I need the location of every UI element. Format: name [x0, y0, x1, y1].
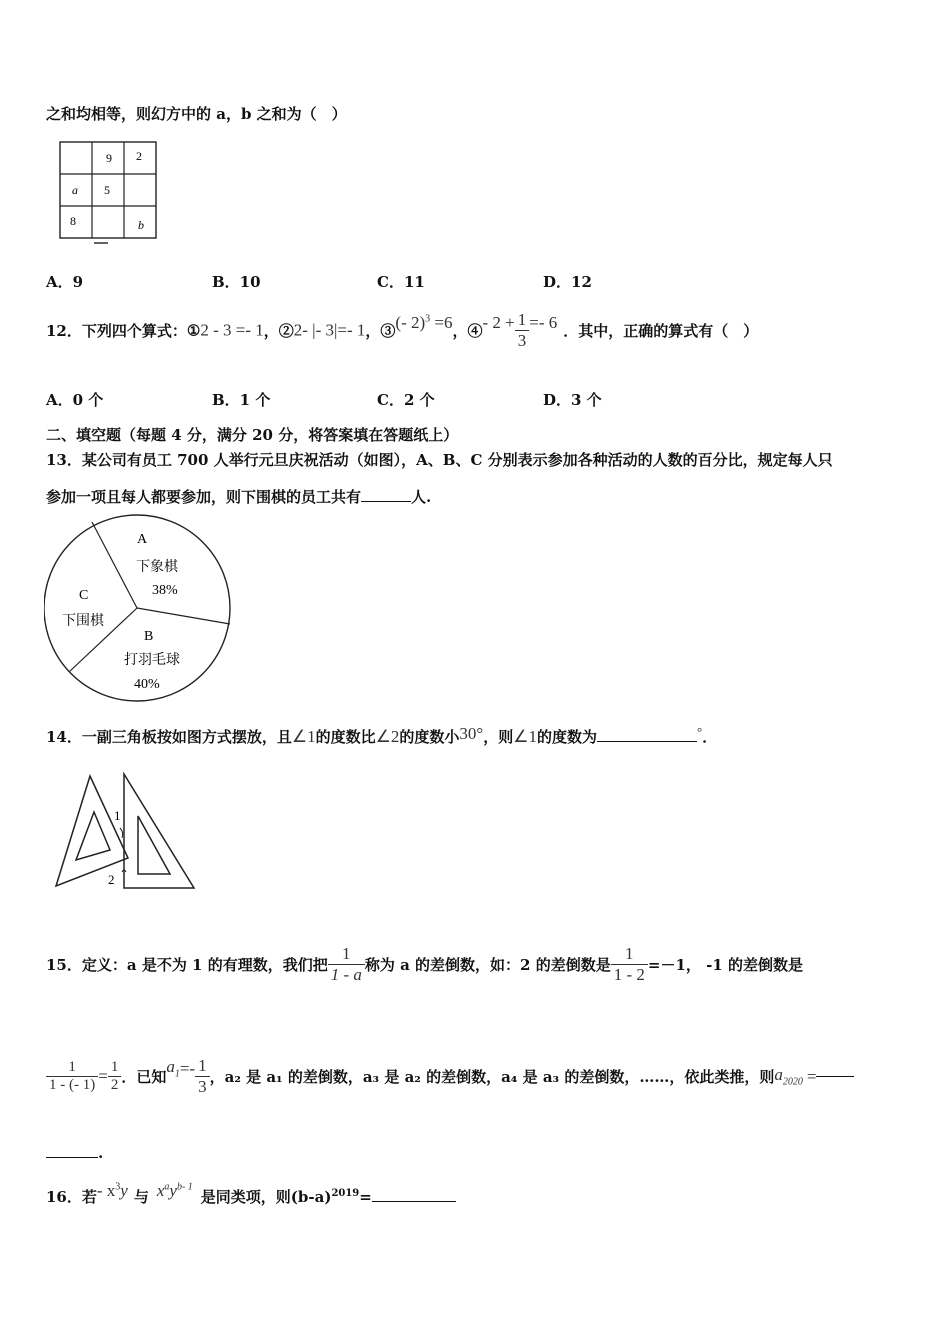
q12-frac-one-third: $\frac{1}{3}$ [515, 310, 530, 351]
pie-label-c-letter: C [79, 588, 89, 603]
answer-blank [361, 501, 411, 502]
q11-stem-tail: 之和均相等，则幻方中的 a，b 之和为（ ） [46, 105, 347, 123]
q15-frac-1-over-1-minus-neg1: $\frac{1}{1 - (- 1)}$ [46, 1059, 98, 1094]
q12-option-c: C．2 个 [377, 391, 435, 409]
q11-option-d: D．12 [543, 273, 592, 291]
q12-stem: 12．下列四个算式：①2 - 3 =- 1，②2- |- 3|=- 1，③(- 2)$^3$ =6，④- 2 + $\frac{1}{3}$ =- 6 ．其中，正确的算式有（ ） [46, 310, 759, 350]
grid-cell-r1c0: a [72, 183, 78, 197]
magic-square-grid [58, 140, 160, 246]
q11-option-a: A．9 [46, 273, 84, 291]
q15-line2: $\frac{1}{1 - (- 1)}$ = $\frac{1}{2}$ ．已知$a_1=-$ $\frac{1}{3}$ ，a₂ 是 a₁ 的差倒数，a₃ 是 a₂ 的差倒数，a₄ 是 a₃ 的差倒数，……，依此类推，则$a_{2020}$ = [46, 1056, 854, 1097]
answer-blank [597, 741, 697, 742]
q15-line1: 15．定义：a 是不为 1 的有理数，我们把 $\frac{1}{1 - a}$ 称为 a 的差倒数，如：2 的差倒数是 $\frac{1}{1 - 2}$ =－1， -1 的差倒数是 [46, 944, 803, 984]
q15-frac-one-third: $\frac{1}{3}$ [195, 1056, 210, 1097]
q12-expr-1: 2 - 3 =- 1 [200, 320, 264, 340]
q12-expr-2: 2- |- 3|=- 1 [293, 320, 366, 340]
q11-option-b: B．10 [212, 273, 261, 291]
answer-blank [816, 1076, 854, 1077]
q12-option-d: D．3 个 [543, 391, 602, 409]
pie-label-a-pct: 38% [152, 583, 178, 598]
q15-frac-1-over-1-minus-a: $\frac{1}{1 - a}$ [328, 944, 365, 985]
q11-option-c: C．11 [377, 273, 425, 291]
grid-cell-r0c1: 9 [106, 151, 112, 165]
q12-expr-3: (- 2)$^3$ =6 [395, 312, 453, 332]
answer-blank [46, 1157, 98, 1158]
pie-label-c-name: 下围棋 [62, 614, 104, 629]
grid-cell-r0c2: 2 [136, 149, 142, 163]
section-heading: 二、填空题（每题 4 分，满分 20 分，将答案填在答题纸上） [46, 426, 459, 444]
q16-stem: 16．若- $x^3y$ 与 $x^ay^{b- 1}$是同类项，则$(b-a)^{2019}=$ [46, 1186, 456, 1207]
pie-label-a-letter: A [137, 532, 148, 547]
q13-line1: 13．某公司有员工 700 人举行元旦庆祝活动（如图），A、B、C 分别表示参加各种活动的人数的百分比，规定每人只 [46, 451, 833, 469]
grid-cell-r2c0: 8 [70, 214, 76, 228]
angle-label-2: 2 [108, 872, 115, 887]
q15-frac-one-half: $\frac{1}{2}$ [108, 1059, 122, 1094]
q15-line3: . [46, 1144, 103, 1162]
triangle-rulers-figure [52, 770, 202, 894]
q12-option-b: B．1 个 [212, 391, 271, 409]
q12-expr-4: - 2 + [482, 312, 515, 332]
pie-label-a-name: 下象棋 [136, 560, 178, 575]
q13-line2: 参加一项且每人都要参加，则下围棋的员工共有 人. [46, 488, 432, 506]
q15-frac-1-over-1-minus-2: $\frac{1}{1 - 2}$ [611, 944, 648, 985]
angle-label-1: 1 [114, 808, 121, 823]
pie-label-b-name: 打羽毛球 [124, 653, 180, 668]
pie-chart [44, 514, 238, 708]
q12-option-a: A．0 个 [46, 391, 104, 409]
q14-stem: 14．一副三角板按如图方式摆放，且∠1的度数比∠2的度数小30°，则∠1的度数为 °． [46, 724, 718, 746]
answer-blank [372, 1201, 456, 1202]
pie-label-b-pct: 40% [134, 677, 160, 692]
pie-label-b-letter: B [144, 629, 154, 644]
grid-cell-r1c1: 5 [104, 183, 110, 197]
grid-cell-r2c2: b [138, 218, 144, 232]
